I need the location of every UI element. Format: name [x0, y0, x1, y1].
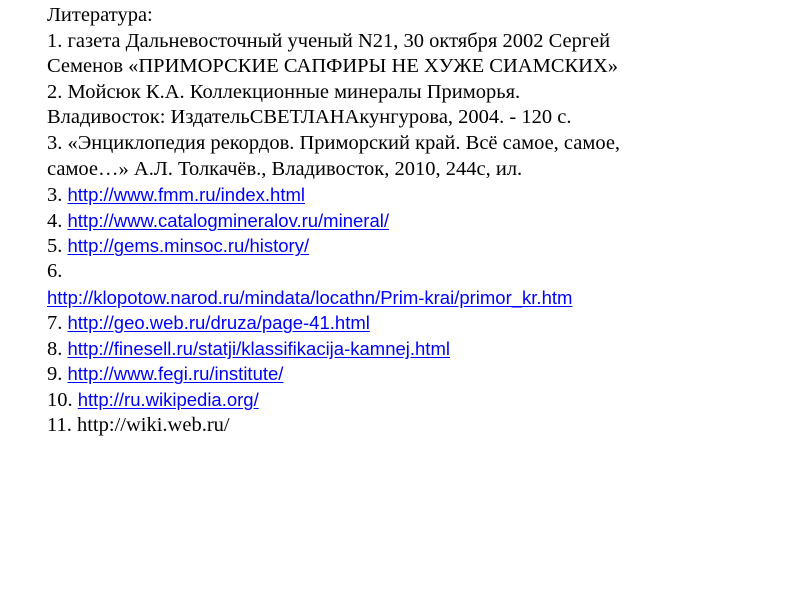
reference-text: 1. газета Дальневосточный ученый N21, 30 октября 2002 Сергей — [47, 29, 611, 52]
reference-link-minsoc[interactable]: http://gems.minsoc.ru/history/ — [67, 235, 310, 257]
reference-line — [47, 131, 797, 157]
reference-number: 8. — [47, 337, 68, 360]
reference-line — [47, 413, 797, 439]
reference-text: самое…» А.Л. Толкачёв., Владивосток, 2010, 244с, ил. — [47, 157, 523, 180]
reference-line — [47, 157, 797, 183]
reference-link-finesell[interactable]: http://finesell.ru/statji/klassifikacija-kamnej.html — [67, 337, 450, 359]
reference-number: 10. — [47, 388, 78, 411]
reference-link-klopotow[interactable]: http://klopotow.narod.ru/mindata/locathn/Prim-krai/primor_kr.htm — [47, 286, 573, 308]
reference-line — [47, 285, 797, 311]
reference-number: 9. — [47, 363, 68, 386]
reference-number: 6. — [47, 259, 63, 282]
reference-number: 5. — [47, 235, 68, 258]
reference-number: 4. — [47, 209, 68, 232]
reference-link-geo[interactable]: http://geo.web.ru/druza/page-41.html — [67, 312, 370, 334]
reference-link-fmm[interactable]: http://www.fmm.ru/index.html — [67, 184, 305, 206]
reference-line — [47, 182, 797, 208]
reference-line — [47, 233, 797, 259]
reference-text: Владивосток: ИздательСВЕТЛАНАкунгурова, 2004. - 120 с. — [47, 106, 572, 129]
reference-line — [47, 80, 797, 106]
reference-line — [47, 387, 797, 413]
reference-line — [47, 208, 797, 234]
reference-text: 3. «Энциклопедия рекордов. Приморский край. Всё самое, самое, — [47, 131, 621, 154]
references-heading: Литература: — [47, 4, 153, 26]
reference-text: 11. http://wiki.web.ru/ — [47, 413, 230, 436]
reference-text: Семенов «ПРИМОРСКИЕ САПФИРЫ НЕ ХУЖЕ СИАМСКИХ» — [47, 55, 619, 78]
reference-line — [47, 29, 797, 55]
reference-number: 3. — [47, 184, 68, 207]
reference-line — [47, 361, 797, 387]
reference-link-catalogmineralov[interactable]: http://www.catalogmineralov.ru/mineral/ — [67, 209, 389, 231]
reference-link-fegi[interactable]: http://www.fegi.ru/institute/ — [67, 363, 284, 385]
reference-line — [47, 336, 797, 362]
reference-line — [47, 259, 797, 285]
reference-line — [47, 310, 797, 336]
reference-number: 7. — [47, 312, 68, 335]
reference-line — [47, 105, 797, 131]
reference-text: 2. Мойсюк К.А. Коллекционные минералы Приморья. — [47, 80, 521, 103]
references-list — [47, 3, 797, 438]
reference-line — [47, 54, 797, 80]
reference-link-wikipedia[interactable]: http://ru.wikipedia.org/ — [77, 388, 259, 410]
